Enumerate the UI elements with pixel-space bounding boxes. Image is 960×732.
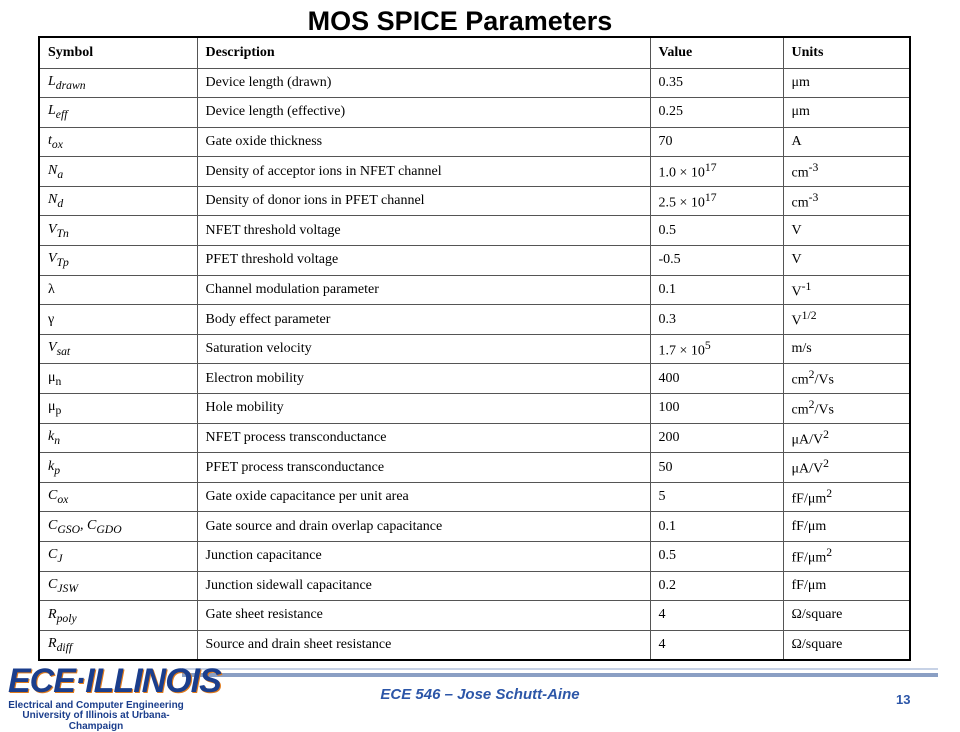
- unit-base: V: [791, 313, 802, 329]
- units-cell: [783, 423, 910, 453]
- value-cell: [650, 334, 783, 364]
- logo-subtitle-department: Electrical and Computer Engineering: [8, 700, 184, 711]
- value-cell: [650, 542, 783, 572]
- symbol-base: λ: [48, 281, 55, 297]
- value-text: 50: [658, 459, 673, 475]
- description-cell: PFET threshold voltage: [197, 246, 650, 276]
- symbol-cell: [39, 186, 197, 216]
- table-row: [39, 482, 910, 512]
- value-base: 1.7 × 10: [658, 343, 705, 359]
- value-cell: [650, 482, 783, 512]
- unit-base: μm: [791, 74, 810, 90]
- value-cell: [650, 601, 783, 631]
- units-cell: [783, 512, 910, 542]
- symbol-base: V: [48, 340, 57, 356]
- symbol-cell: [39, 68, 197, 98]
- symbol-cell: [39, 453, 197, 483]
- description-cell: NFET process transconductance: [197, 423, 650, 453]
- table-row: [39, 186, 910, 216]
- symbol-base: μ: [48, 399, 56, 415]
- description-cell: Source and drain sheet resistance: [197, 630, 650, 660]
- unit-exponent: -3: [808, 161, 819, 175]
- unit-tail: /Vs: [814, 373, 834, 389]
- value-exponent: 17: [704, 190, 717, 204]
- unit-base: fF/μm: [791, 518, 827, 534]
- value-cell: [650, 571, 783, 601]
- table-row: [39, 246, 910, 276]
- value-exponent: 17: [704, 161, 717, 175]
- table-header-row: [39, 37, 910, 68]
- value-cell: [650, 305, 783, 335]
- symbol-base: C: [48, 576, 58, 592]
- unit-base: μA/V: [791, 461, 824, 477]
- unit-base: cm: [791, 165, 809, 181]
- value-text: 5: [658, 489, 666, 505]
- unit-base: Ω/square: [791, 607, 843, 623]
- units-cell: [783, 364, 910, 394]
- units-cell: [783, 68, 910, 98]
- symbol-base: L: [48, 73, 56, 89]
- symbol-subscript: p: [55, 404, 62, 418]
- symbol-cell: [39, 127, 197, 157]
- symbol-base: R: [48, 606, 57, 622]
- value-text: -0.5: [658, 252, 681, 268]
- table-row: [39, 542, 910, 572]
- table-row: [39, 423, 910, 453]
- symbol-subscript: eff: [55, 108, 68, 122]
- unit-exponent: 2: [823, 457, 829, 471]
- symbol-subscript: d: [57, 197, 64, 211]
- value-text: 0.2: [658, 577, 676, 593]
- value-cell: [650, 394, 783, 424]
- unit-base: fF/μm: [791, 550, 827, 566]
- symbol-base: R: [48, 635, 57, 651]
- logo-subtitle-university: University of Illinois at Urbana-Champaign: [22, 710, 170, 732]
- table-row: [39, 571, 910, 601]
- unit-exponent: 2: [826, 545, 833, 559]
- symbol-base: N: [48, 162, 58, 178]
- description-cell: Saturation velocity: [197, 334, 650, 364]
- page-title: MOS SPICE Parameters: [307, 6, 613, 36]
- description-cell: Electron mobility: [197, 364, 650, 394]
- unit-base: cm: [791, 402, 809, 418]
- value-text: 0.35: [658, 74, 683, 90]
- description-cell: Gate sheet resistance: [197, 601, 650, 631]
- description-cell: Hole mobility: [197, 394, 650, 424]
- units-cell: [783, 482, 910, 512]
- symbol-base: C: [48, 517, 58, 533]
- symbol-subscript: ox: [51, 137, 63, 151]
- symbol-subscript: p: [54, 463, 61, 477]
- units-cell: [783, 630, 910, 660]
- unit-exponent: -3: [808, 190, 819, 204]
- description-cell: NFET threshold voltage: [197, 216, 650, 246]
- table-row: [39, 453, 910, 483]
- symbol-base: C: [48, 547, 58, 563]
- table-row: [39, 512, 910, 542]
- symbol-cell: [39, 394, 197, 424]
- unit-base: fF/μm: [791, 577, 827, 593]
- symbol-base: μ: [48, 369, 56, 385]
- symbol-cell: [39, 482, 197, 512]
- value-cell: [650, 512, 783, 542]
- description-cell: Density of donor ions in PFET channel: [197, 186, 650, 216]
- units-cell: [783, 601, 910, 631]
- value-exponent: 5: [704, 338, 711, 352]
- value-text: 0.1: [658, 281, 676, 297]
- table-row: [39, 157, 910, 187]
- description-cell: Junction sidewall capacitance: [197, 571, 650, 601]
- symbol-cell: [39, 275, 197, 305]
- symbol-cell: [39, 246, 197, 276]
- description-cell: Gate oxide capacitance per unit area: [197, 482, 650, 512]
- value-cell: [650, 157, 783, 187]
- table-row: [39, 334, 910, 364]
- value-base: 2.5 × 10: [658, 195, 705, 211]
- symbol-cell: [39, 542, 197, 572]
- table-row: [39, 630, 910, 660]
- value-cell: [650, 364, 783, 394]
- symbol-subscript: n: [55, 374, 62, 388]
- symbol-subscript: diff: [56, 640, 73, 654]
- symbol-subscript: Tn: [56, 226, 69, 240]
- units-cell: [783, 98, 910, 128]
- value-cell: [650, 453, 783, 483]
- unit-exponent: 2: [823, 427, 829, 441]
- symbol-subscript: ox: [57, 493, 69, 506]
- symbol-base: t: [48, 133, 52, 149]
- symbol-subscript-2: GDO: [96, 522, 122, 536]
- unit-base: Ω/square: [791, 636, 843, 652]
- value-cell: [650, 423, 783, 453]
- value-cell: [650, 630, 783, 660]
- unit-exponent: 2: [826, 486, 833, 500]
- value-cell: [650, 246, 783, 276]
- unit-base: cm: [791, 195, 809, 211]
- value-cell: [650, 216, 783, 246]
- symbol-subscript: n: [54, 433, 61, 447]
- table-row: [39, 364, 910, 394]
- header-value: Value: [650, 37, 783, 68]
- units-cell: [783, 127, 910, 157]
- value-cell: [650, 68, 783, 98]
- symbol-subscript: a: [57, 167, 64, 181]
- footer-divider-light: [182, 668, 938, 670]
- symbol-cell: [39, 216, 197, 246]
- units-cell: [783, 571, 910, 601]
- symbol-subscript: JSW: [57, 581, 79, 595]
- course-footer: ECE 546 – Jose Schutt-Aine: [380, 686, 580, 703]
- symbol-subscript: drawn: [55, 78, 86, 92]
- symbol-base: N: [48, 192, 58, 208]
- symbol-base: C: [48, 488, 58, 504]
- table-row: [39, 98, 910, 128]
- symbol-cell: [39, 98, 197, 128]
- symbol-base-2: , C: [80, 517, 97, 533]
- header-units: Units: [783, 37, 910, 68]
- description-cell: Gate source and drain overlap capacitance: [197, 512, 650, 542]
- description-cell: Junction capacitance: [197, 542, 650, 572]
- table-row: [39, 601, 910, 631]
- symbol-subscript: poly: [56, 611, 77, 625]
- unit-base: μA/V: [791, 432, 824, 448]
- units-cell: [783, 216, 910, 246]
- value-text: 100: [658, 400, 680, 416]
- symbol-base: V: [48, 251, 57, 267]
- footer-divider: [182, 673, 938, 677]
- spice-parameters-table: [38, 36, 911, 661]
- units-cell: [783, 453, 910, 483]
- unit-tail: /Vs: [814, 402, 834, 418]
- page-number: 13: [896, 692, 911, 707]
- value-text: 0.3: [658, 311, 676, 327]
- header-symbol: Symbol: [39, 37, 197, 68]
- value-text: 200: [658, 429, 680, 445]
- description-cell: Gate oxide thickness: [197, 127, 650, 157]
- symbol-subscript: GSO: [57, 522, 81, 536]
- symbol-cell: [39, 364, 197, 394]
- symbol-subscript: sat: [56, 345, 71, 359]
- unit-base: V: [791, 252, 802, 268]
- unit-exponent: 2: [808, 368, 815, 382]
- units-cell: [783, 246, 910, 276]
- description-cell: Body effect parameter: [197, 305, 650, 335]
- symbol-cell: [39, 334, 197, 364]
- unit-base: fF/μm: [791, 491, 827, 507]
- symbol-base: k: [48, 429, 55, 445]
- symbol-cell: [39, 630, 197, 660]
- unit-base: V: [791, 284, 802, 300]
- symbol-cell: [39, 512, 197, 542]
- value-cell: [650, 98, 783, 128]
- value-text: 0.25: [658, 104, 683, 120]
- value-text: 0.5: [658, 222, 676, 238]
- value-text: 400: [658, 370, 680, 386]
- value-text: 0.1: [658, 518, 676, 534]
- value-base: 1.0 × 10: [658, 165, 705, 181]
- units-cell: [783, 394, 910, 424]
- unit-exponent: -1: [801, 279, 812, 293]
- value-cell: [650, 127, 783, 157]
- value-text: 70: [658, 133, 673, 149]
- symbol-subscript: Tp: [56, 256, 69, 270]
- symbol-base: L: [48, 103, 56, 119]
- table-row: [39, 216, 910, 246]
- unit-exponent: 1/2: [801, 309, 817, 323]
- description-cell: Density of acceptor ions in NFET channel: [197, 157, 650, 187]
- symbol-cell: [39, 423, 197, 453]
- table-body: [39, 68, 910, 660]
- description-cell: Device length (effective): [197, 98, 650, 128]
- unit-base: V: [791, 222, 802, 238]
- units-cell: [783, 305, 910, 335]
- value-text: 4: [658, 607, 666, 623]
- symbol-subscript: J: [57, 552, 63, 566]
- table-row: [39, 305, 910, 335]
- unit-base: cm: [791, 373, 809, 389]
- symbol-base: γ: [48, 311, 55, 327]
- value-cell: [650, 186, 783, 216]
- description-cell: PFET process transconductance: [197, 453, 650, 483]
- symbol-base: k: [48, 458, 55, 474]
- symbol-base: V: [48, 221, 57, 237]
- value-cell: [650, 275, 783, 305]
- unit-base: m/s: [791, 341, 812, 357]
- units-cell: [783, 334, 910, 364]
- description-cell: Device length (drawn): [197, 68, 650, 98]
- header-description: Description: [197, 37, 650, 68]
- units-cell: [783, 157, 910, 187]
- description-cell: Channel modulation parameter: [197, 275, 650, 305]
- ece-illinois-logo: ECE·ILLINOIS: [8, 662, 221, 700]
- symbol-cell: [39, 305, 197, 335]
- units-cell: [783, 275, 910, 305]
- unit-base: μm: [791, 104, 810, 120]
- value-text: 0.5: [658, 548, 676, 564]
- symbol-cell: [39, 157, 197, 187]
- unit-exponent: 2: [808, 398, 815, 411]
- table-row: [39, 68, 910, 98]
- value-text: 4: [658, 636, 666, 652]
- units-cell: [783, 542, 910, 572]
- table-row: [39, 394, 910, 424]
- table-row: [39, 275, 910, 305]
- units-cell: [783, 186, 910, 216]
- symbol-cell: [39, 571, 197, 601]
- symbol-cell: [39, 601, 197, 631]
- unit-base: A: [791, 133, 802, 149]
- table-row: [39, 127, 910, 157]
